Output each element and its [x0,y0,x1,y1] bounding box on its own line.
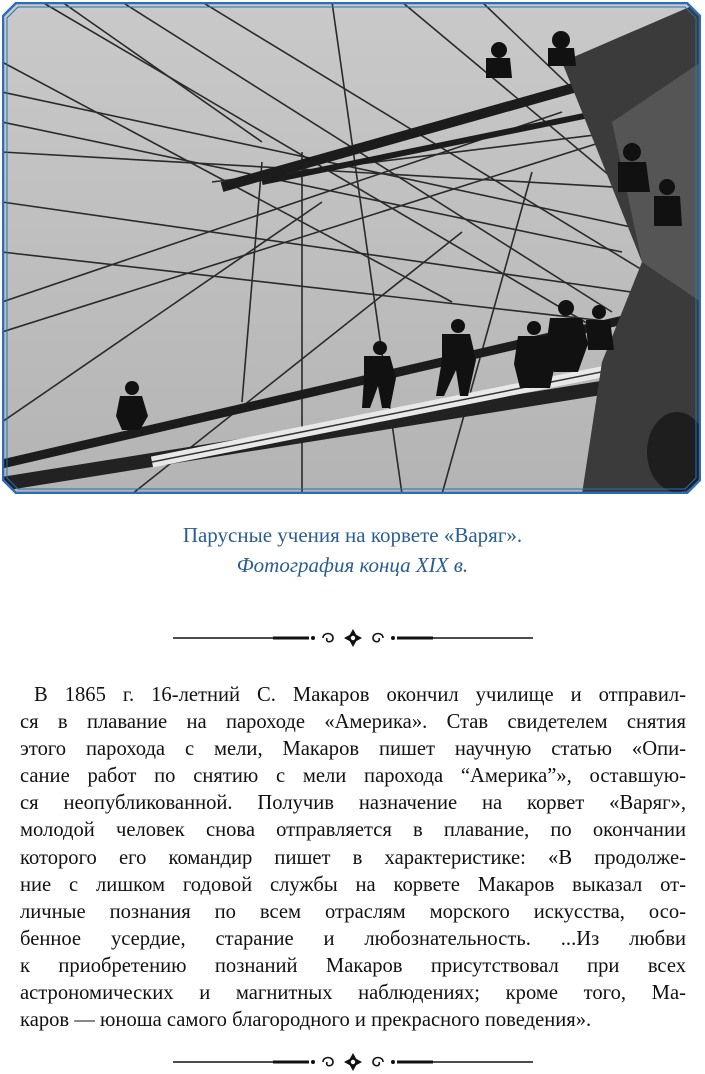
text-line: ние с лишком годовой службы на корвете Макаров выказал от- [20,873,686,896]
text-line: личные познания по всем отраслям морского искусства, осо- [20,900,686,923]
sailors-on-yard-photo [2,2,701,494]
text-line: этого парохода с мели, Макаров пишет научную статью «Опи- [20,738,686,761]
caption-subtitle: Фотография конца XIX в. [236,553,469,577]
text-line: которого его командир пишет в характеристике: «В продолже- [20,846,686,869]
photo-frame [2,2,701,494]
text-line: астрономических и магнитных наблюдениях; кроме того, Ма- [20,982,686,1005]
text-line: молодой человек снова отправляется в плавание, по окончании [20,819,686,842]
text-line: ся неопубликованной. Получив назначение на корвет «Варяг», [20,792,686,815]
text-line: сание работ по снятию с мели парохода “Америка”», оставшую- [20,765,686,788]
text-line: к приобретению познаний Макаров присутствовал при всех [20,954,686,977]
text-line: В 1865 г. 16-летний С. Макаров окончил училище и отправил- [34,684,686,706]
body-paragraph [20,682,686,1034]
text-line: каров — юноша самого благородного и прекрасного поведения». [20,1009,592,1032]
text-line: бенное усердие, старание и любознательность. ...Из любви [20,927,686,950]
ornament-divider-bottom [173,1052,533,1072]
ornament-divider-top [173,628,533,648]
text-line: ся в плавание на пароходе «Америка». Став свидетелем снятия [20,711,686,734]
photo-caption [0,520,705,580]
caption-title: Парусные учения на корвете «Варяг». [182,523,523,547]
